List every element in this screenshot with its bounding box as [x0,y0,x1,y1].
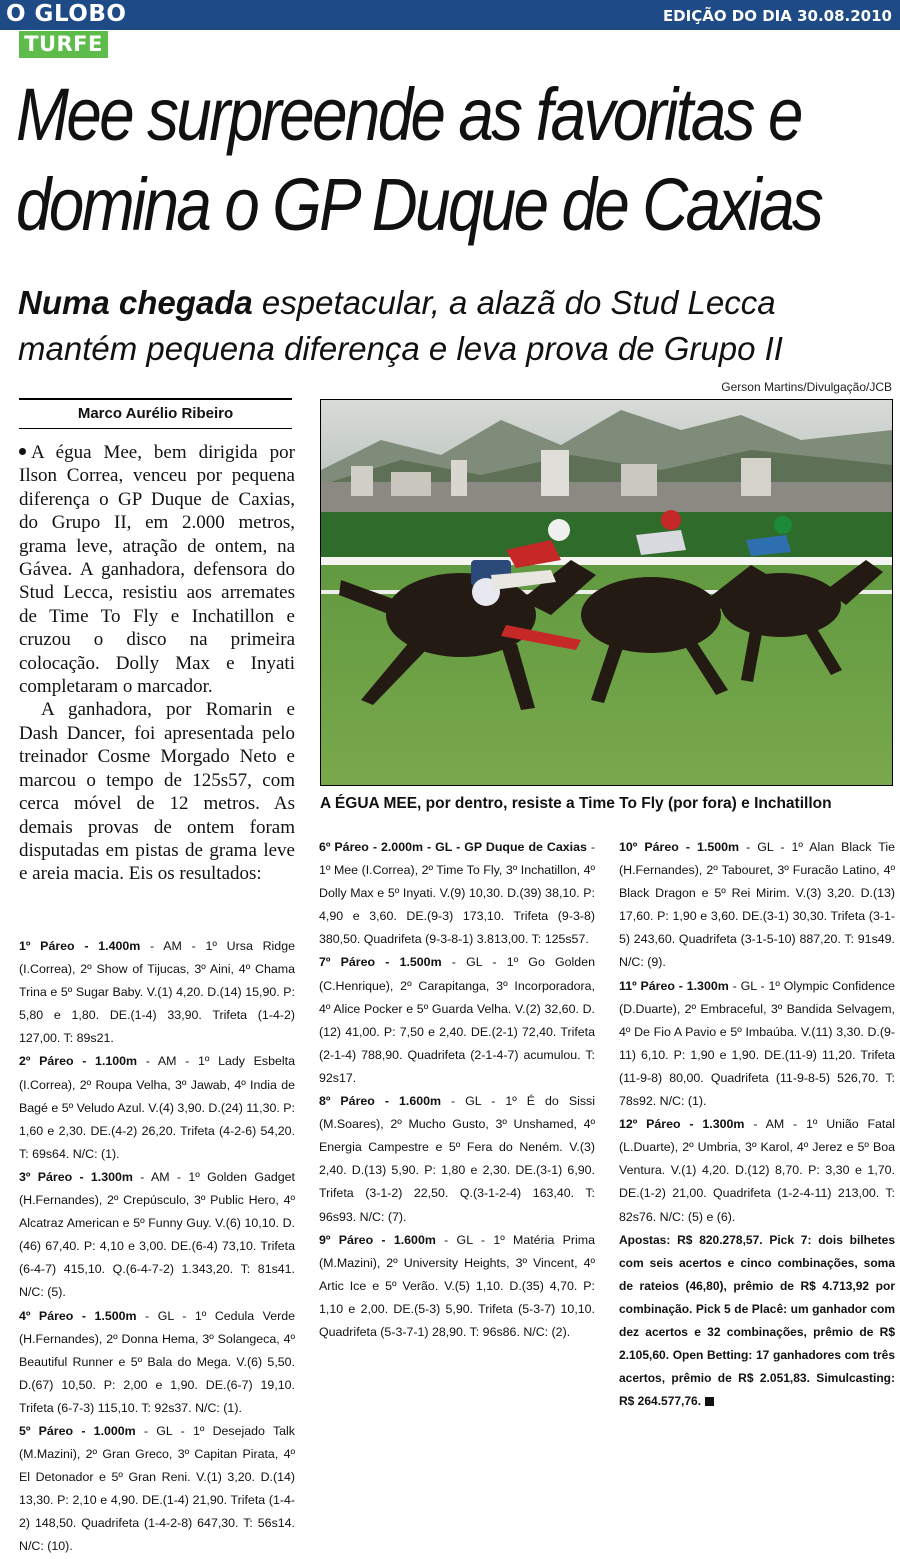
race-result: 12º Páreo - 1.300m - AM - 1º União Fatal (L.Duarte), 2º Umbria, 3º Karol, 4º Jerez e 5º Boa Ventura. V.(1) 4,20. D.(12) 8,70. P: 3,30 e 1,70. DE.(1-2) 21,00. Quadrifeta (1-2-4-11) 213,00. T: 82s76. N/C: (5) e (6). [619,1117,895,1224]
headline-line-2: domina o GP Duque de Caxias [16,163,822,246]
betting-summary: Apostas: R$ 820.278,57. Pick 7: dois bilhetes com seis acertos e cinco combinações, soma de rateios (46,80), prêmio de R$ 4.713,92 por combinação. Pick 5 de Placê: um ganhador com dez acertos e 32 combinações, prêmio de R$ 2.105,60. Open Betting: 17 ganhadores com três acertos, prêmio de R$ 2.051,83. Simulcasting: R$ 264.577,76. [619,1232,895,1409]
subheadline [18,280,898,372]
results-column-1 [19,935,295,1559]
race-result: 1º Páreo - 1.400m - AM - 1º Ursa Ridge (I.Correa), 2º Show of Tijucas, 3º Aini, 4º Chama Trina e 5º Sugar Baby. V.(1) 4,20. D.(14) 15,90. P: 5,80 e 1,80. DE.(1-4) 33,90. Trifeta (1-4-2) 127,00. T: 89s21. [19,939,295,1046]
body-paragraph: A ganhadora, por Romarin e Dash Dancer, foi apresentada pelo treinador Cosme Morgado Neto e marcou o tempo de 125s57, com cerca móvel de 12 metros. As demais provas de ontem foram disputadas em pistas de grama leve e areia macia. Eis os resultados: [19,699,295,885]
race-result: 8º Páreo - 1.600m - GL - 1º É do Sissi (M.Soares), 2º Mucho Gusto, 3º Unshamed, 4º Energia Campestre e 5º Fera do Neném. V.(3) 2,40. D.(13) 5,90. P: 1,80 e 2,30. DE.(3-1) 6,90. Trifeta (3-1-2) 22,50. Q.(3-1-2-4) 163,40. T: 96s93. N/C: (7). [319,1094,595,1224]
horse-race-illustration [321,400,892,785]
race-result: 2º Páreo - 1.100m - AM - 1º Lady Esbelta (I.Correa), 2º Roupa Velha, 3º Jawab, 4º India de Bagé e 5º Veludo Azul. V.(4) 3,90. D.(24) 11,30. P: 1,60 e 2,30. DE.(4-2) 26,20. Trifeta (4-2-6) 54,20. T: 69s64. N/C: (1). [19,1054,295,1161]
subheadline-line-2: mantém pequena diferença e leva prova de Grupo II [18,330,783,367]
subheadline-line-1: espetacular, a alazã do Stud Lecca [252,284,776,321]
photo-credit: Gerson Martins/Divulgação/JCB [721,380,892,394]
photo-caption: A ÉGUA MEE, por dentro, resiste a Time To Fly (por fora) e Inchatillon [320,795,832,812]
race-result: 10º Páreo - 1.500m - GL - 1º Alan Black Tie (H.Fernandes), 2º Tabouret, 3º Furacão Latino, 4º Black Dragon e 5º Rei Mirim. V.(3) 3,20. D.(13) 17,60. P: 1,90 e 3,60. DE.(3-1) 30,30. Trifeta (3-1-5) 243,60. Quadrifeta (3-1-5-10) 887,20. T: 91s49. N/C: (9). [619,840,895,970]
race-result: 9º Páreo - 1.600m - GL - 1º Matéria Prima (M.Mazini), 2º University Heights, 3º Vincent, 4º Artic Ice e 5º Verão. V.(5) 1,10. D.(35) 4,70. P: 1,10 e 2,00. DE.(5-3) 5,90. Trifeta (5-3-7) 10,10. Quadrifeta (5-3-7-1) 28,90. T: 96s86. N/C: (2). [319,1232,595,1339]
body-paragraph: A égua Mee, bem dirigida por Ilson Correa, venceu por pequena diferença o GP Duque de Caxias, do Grupo II, em 2.000 metros, grama leve, atração de ontem, na Gávea. A ganhadora, defensora do Stud Lecca, resistiu aos arremates de Time To Fly e Inchatillon e cruzou o disco na primeira colocação. Dolly Max e Inyati completaram o marcador. [19,442,295,698]
subheadline-bold-lead: Numa chegada [18,284,253,321]
race-result: 7º Páreo - 1.500m - GL - 1º Go Golden (C.Henrique), 2º Carapitanga, 3º Incorporadora, 4º Alice Pocker e 5º Guarda Velha. V.(2) 32,60. D.(12) 41,00. P: 7,50 e 2,40. DE.(2-1) 72,40. Trifeta (2-1-4) 788,90. Quadrifeta (2-1-4-7) acumulou. T: 92s17. [319,955,595,1085]
results-column-3 [619,836,895,1413]
masthead-bar [0,0,900,30]
headline [16,70,822,250]
article-body [19,441,295,886]
race-result: 11º Páreo - 1.300m - GL - 1º Olympic Confidence (D.Duarte), 2º Embraceful, 3º Bandida Selvagem, 4º De Fio A Pavio e 5º Imbaúba. V.(11) 3,30. D.(9-11) 6,10. P: 1,90 e 1,90. DE.(11-9) 11,20. Trifeta (11-9-8) 80,00. Quadrifeta (11-9-8-5) 526,70. T: 78s92. N/C: (1). [619,978,895,1109]
author-byline: Marco Aurélio Ribeiro [19,398,292,429]
race-result: 6º Páreo - 2.000m - GL - GP Duque de Caxias - 1º Mee (I.Correa), 2º Time To Fly, 3º Inchatillon, 4º Dolly Max e 5º Inyati. V.(9) 10,30. D.(39) 38,10. P: 4,90 e 3,60. DE.(9-3) 173,10. Trifeta (9-3-8) 380,50. Quadrifeta (9-3-8-1) 3.813,00. T: 125s57. [319,840,595,947]
race-photo [320,399,893,786]
bullet-icon [19,448,26,455]
race-result: 5º Páreo - 1.000m - GL - 1º Desejado Talk (M.Mazini), 2º Gran Greco, 3º Capitan Pirata, 4º El Detonador e 5º Gran Reni. V.(1) 3,20. D.(14) 13,30. P: 2,10 e 4,90. DE.(1-4) 21,90. Trifeta (1-4-2) 148,50. Quadrifeta (1-4-2-8) 647,30. T: 56s14. N/C: (10). [19,1423,295,1554]
race-result: 4º Páreo - 1.500m - GL - 1º Cedula Verde (H.Fernandes), 2º Donna Hema, 3º Solangeca, 4º Beautiful Runner e 5º Bala do Mega. V.(6) 5,50. D.(67) 10,50. P: 2,00 e 1,90. DE.(6-7) 19,10. Trifeta (6-7-3) 115,10. T: 92s37. N/C: (1). [19,1308,295,1415]
newspaper-logo: O GLOBO [6,1,127,27]
results-column-2 [319,836,595,1344]
edition-date: EDIÇÃO DO DIA 30.08.2010 [662,7,892,25]
headline-line-1: Mee surpreende as favoritas e [16,73,801,156]
end-of-article-icon [705,1397,714,1406]
race-result: 3º Páreo - 1.300m - AM - 1º Golden Gadget (H.Fernandes), 2º Crepúsculo, 3º Public Hero, 4º Alcatraz American e 5º Funny Guy. V.(6) 10,10. D.(46) 67,40. P: 4,10 e 3,00. DE.(6-4) 73,10. Trifeta (6-4-7) 415,10. Q.(6-4-7-2) 1.343,20. T: 81s41. N/C: (5). [19,1169,295,1300]
section-label: TURFE [19,31,108,58]
